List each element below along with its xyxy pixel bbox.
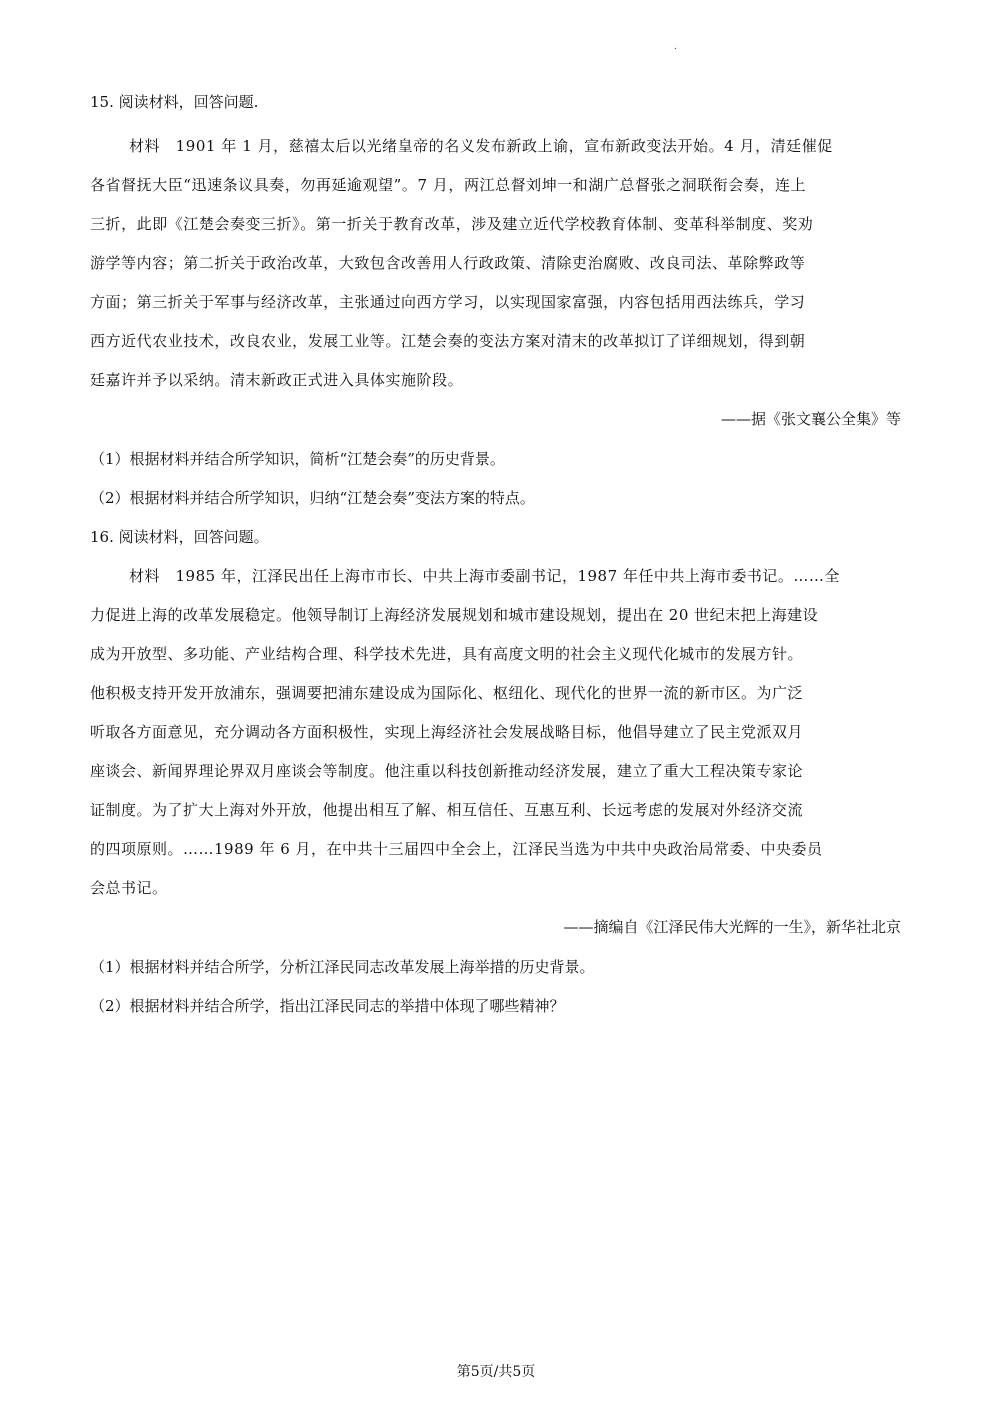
- q16-material-line: 证制度。为了扩大上海对外开放，他提出相互了解、相互信任、互惠互利、长远考虑的发展对外经济交流: [90, 801, 804, 819]
- q15-material-line: 游学等内容；第二折关于政治改革，大致包含改善用人行政政策、清除吏治腐败、改良司法、革除弊政等: [90, 254, 806, 272]
- q16-material-line: 成为开放型、多功能、产业结构合理、科学技术先进，具有高度文明的社会主义现代化城市的发展方针。: [90, 645, 804, 663]
- q16-material-line: 会总书记。: [90, 879, 168, 897]
- q16-material-line: 的四项原则。……1989 年 6 月，在中共十三届四中全会上，江泽民当选为中共中央政治局常委、中央委员: [90, 840, 823, 858]
- q16-source: ——摘编自《江泽民伟大光辉的一生》，新华社北京: [563, 918, 901, 936]
- q15-material-line: 材料 1901 年 1 月，慈禧太后以光绪皇帝的名义发布新政上谕，宣布新政变法开始。4 月，清廷催促: [129, 137, 833, 155]
- q15-material-line: 西方近代农业技术，改良农业，发展工业等。江楚会奏的变法方案对清末的改革拟订了详细规划，得到朝: [90, 332, 806, 350]
- q15-material-line: 三折，此即《江楚会奏变三折》。第一折关于教育改革，涉及建立近代学校教育体制、变革科举制度、奖劝: [90, 215, 814, 233]
- q16-material-line: 力促进上海的改革发展稳定。他领导制订上海经济发展规划和城市建设规划，提出在 20 世纪末把上海建设: [90, 606, 819, 624]
- q15-material-line: 廷嘉许并予以采纳。清末新政正式进入具体实施阶段。: [90, 371, 464, 389]
- scan-dot: .: [674, 42, 677, 52]
- page-footer: 第5页/共5页: [456, 1364, 536, 1380]
- q15-source: ——据《张文襄公全集》等: [720, 410, 901, 428]
- q16-question-2: （2）根据材料并结合所学，指出江泽民同志的举措中体现了哪些精神？: [90, 997, 565, 1015]
- q16-heading: 16. 阅读材料，回答问题。: [90, 528, 269, 546]
- q16-material-line: 听取各方面意见，充分调动各方面积极性，实现上海经济社会发展战略目标，他倡导建立了民主党派双月: [90, 723, 804, 741]
- q15-material-line: 方面；第三折关于军事与经济改革，主张通过向西方学习，以实现国家富强，内容包括用西法练兵，学习: [90, 293, 806, 311]
- q15-question-2: （2）根据材料并结合所学知识，归纳“江楚会奏”变法方案的特点。: [90, 489, 535, 507]
- q15-material-line: 各省督抚大臣“迅速条议具奏，勿再延逾观望”。7 月，两江总督刘坤一和湖广总督张之洞联衔会奏，连上: [90, 176, 807, 194]
- q16-question-1: （1）根据材料并结合所学，分析江泽民同志改革发展上海举措的历史背景。: [90, 958, 595, 976]
- q15-question-1: （1）根据材料并结合所学知识，简析“江楚会奏”的历史背景。: [90, 450, 505, 468]
- q16-material-line: 座谈会、新闻界理论界双月座谈会等制度。他注重以科技创新推动经济发展，建立了重大工程决策专家论: [90, 762, 804, 780]
- q16-material-line: 他积极支持开发开放浦东，强调要把浦东建设成为国际化、枢纽化、现代化的世界一流的新市区。为广泛: [90, 684, 804, 702]
- q15-heading: 15. 阅读材料，回答问题.: [90, 93, 259, 111]
- q16-material-line: 材料 1985 年，江泽民出任上海市市长、中共上海市委副书记，1987 年任中共上海市委书记。……全: [129, 567, 840, 585]
